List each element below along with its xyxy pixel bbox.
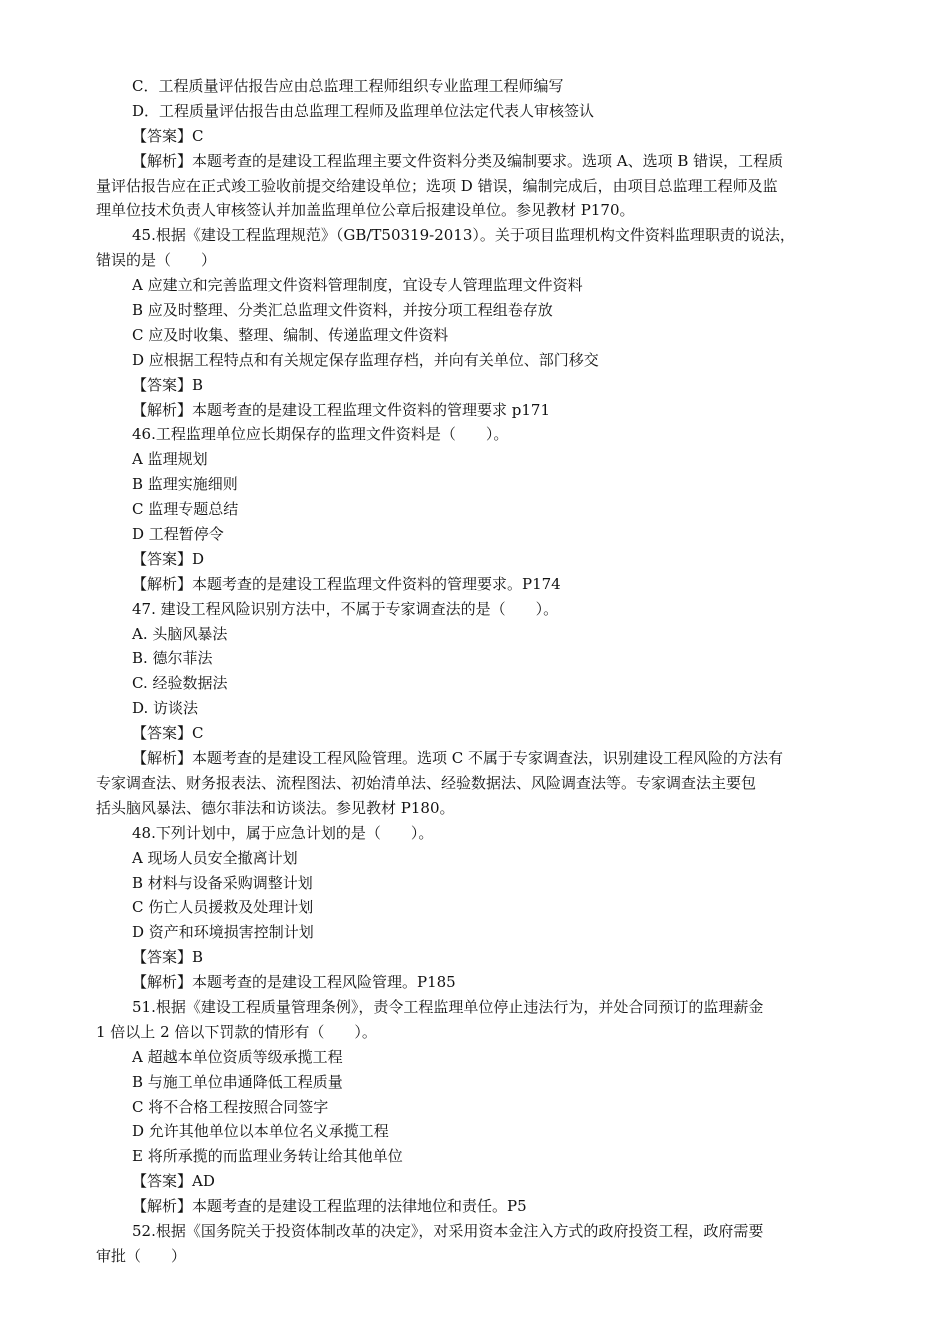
text-line: 【解析】本题考查的是建设工程风险管理。选项 C 不属于专家调查法，识别建设工程风险的方法有 [132, 749, 784, 768]
text-line: 【解析】本题考查的是建设工程监理文件资料的管理要求 p171 [132, 400, 551, 419]
text-line: C 监理专题总结 [132, 500, 239, 519]
text-line: 1 倍以上 2 倍以下罚款的情形有（ ）。 [96, 1022, 377, 1041]
text-line: D 工程暂停令 [132, 525, 224, 544]
text-line: C 将不合格工程按照合同签字 [132, 1097, 329, 1116]
text-line: 【答案】C [132, 126, 204, 145]
text-line: 【解析】本题考查的是建设工程监理主要文件资料分类及编制要求。选项 A、选项 B 错误，工程质 [132, 151, 784, 170]
text-line: 【答案】B [132, 375, 204, 394]
text-line: A 现场人员安全撤离计划 [132, 848, 298, 867]
text-line: D 允许其他单位以本单位名义承揽工程 [132, 1122, 389, 1141]
text-line: 48.下列计划中，属于应急计划的是（ ）。 [132, 823, 434, 842]
text-line: 51.根据《建设工程质量管理条例》，责令工程监理单位停止违法行为，并处合同预订的监理薪金 [132, 997, 764, 1016]
text-line: 专家调查法、财务报表法、流程图法、初始清单法、经验数据法、风险调查法等。专家调查法主要包 [96, 773, 757, 792]
text-line: 【答案】C [132, 724, 204, 743]
text-line: B 与施工单位串通降低工程质量 [132, 1072, 343, 1091]
text-line: 理单位技术负责人审核签认并加盖监理单位公章后报建设单位。参见教材 P170。 [96, 201, 635, 220]
text-line: A 应建立和完善监理文件资料管理制度，宜设专人管理监理文件资料 [132, 276, 583, 295]
text-line: 【答案】D [132, 549, 205, 568]
text-line: D 应根据工程特点和有关规定保存监理存档，并向有关单位、部门移交 [132, 350, 599, 369]
text-line: D. 访谈法 [132, 699, 199, 718]
document-body [96, 74, 852, 1269]
text-line: 【解析】本题考查的是建设工程监理的法律地位和责任。P5 [132, 1197, 527, 1216]
text-line: 错误的是（ ） [96, 251, 217, 270]
text-line: 【解析】本题考查的是建设工程风险管理。P185 [132, 973, 456, 992]
text-line: D．工程质量评估报告由总监理工程师及监理单位法定代表人审核签认 [132, 101, 595, 120]
text-line: 45.根据《建设工程监理规范》（GB/T50319-2013）。关于项目监理机构文件资料监理职责的说法， [132, 226, 795, 245]
text-line: E 将所承揽的而监理业务转让给其他单位 [132, 1147, 403, 1166]
text-line: C. 经验数据法 [132, 674, 228, 693]
text-line: 【解析】本题考查的是建设工程监理文件资料的管理要求。P174 [132, 574, 561, 593]
text-line: 47. 建设工程风险识别方法中，不属于专家调查法的是（ ）。 [132, 599, 559, 618]
text-line: A. 头脑风暴法 [132, 624, 228, 643]
text-line: C 应及时收集、整理、编制、传递监理文件资料 [132, 325, 449, 344]
text-line: 量评估报告应在正式竣工验收前提交给建设单位；选项 D 错误，编制完成后，由项目总监理工程师及监 [96, 176, 778, 195]
text-line: C 伤亡人员援救及处理计划 [132, 898, 314, 917]
text-line: A 超越本单位资质等级承揽工程 [132, 1047, 343, 1066]
text-line: 46.工程监理单位应长期保存的监理文件资料是（ ）。 [132, 425, 509, 444]
text-line: B. 德尔菲法 [132, 649, 213, 668]
text-line: B 材料与设备采购调整计划 [132, 873, 313, 892]
text-line: 52.根据《国务院关于投资体制改革的决定》，对采用资本金注入方式的政府投资工程，政府需要 [132, 1221, 764, 1240]
text-line: 【答案】B [132, 948, 204, 967]
text-line: D 资产和环境损害控制计划 [132, 923, 314, 942]
text-line: 【答案】AD [132, 1172, 215, 1191]
text-line: 括头脑风暴法、德尔菲法和访谈法。参见教材 P180。 [96, 798, 455, 817]
text-line: B 应及时整理、分类汇总监理文件资料，并按分项工程组卷存放 [132, 301, 553, 320]
text-line: C．工程质量评估报告应由总监理工程师组织专业监理工程师编写 [132, 77, 564, 95]
text-line: 审批（ ） [96, 1246, 187, 1265]
text-line: A 监理规划 [132, 450, 208, 469]
text-line: B 监理实施细则 [132, 475, 238, 494]
